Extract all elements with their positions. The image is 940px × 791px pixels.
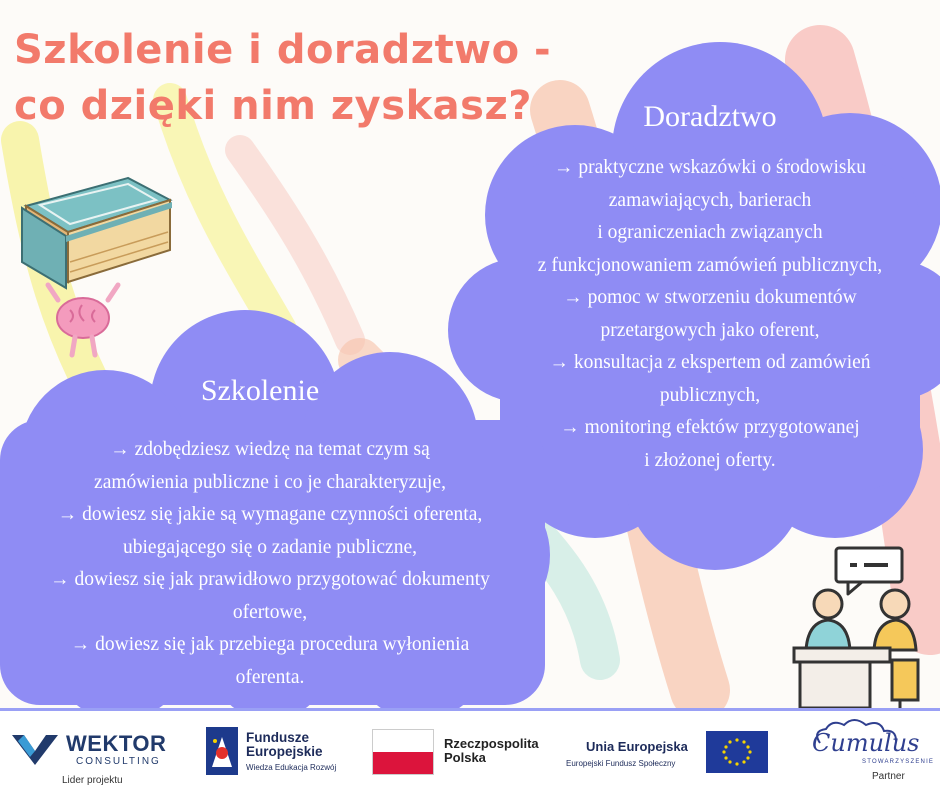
wektor-sub: CONSULTING: [76, 756, 161, 767]
doradztwo-heading: Doradztwo: [643, 100, 777, 133]
doradztwo-line: i złożonej oferty.: [644, 449, 776, 471]
doradztwo-line: → konsultacja z ekspertem od zamówień: [549, 352, 871, 373]
szkolenie-line: ofertowe,: [232, 601, 308, 623]
doradztwo-line: → monitoring efektów przygotowanej: [560, 417, 860, 438]
fe-line2: Europejskie: [246, 744, 323, 759]
footer-logos: [0, 708, 940, 791]
szkolenie-line: → dowiesz się jakie są wymagane czynności oferenta,: [57, 504, 483, 525]
doradztwo-line: → praktyczne wskazówki o środowisku: [554, 157, 866, 178]
ue-title: Unia Europejska: [586, 739, 688, 754]
cumulus-logo: [808, 717, 938, 787]
title-line-2: co dzięki nim zyskasz?: [14, 83, 532, 129]
szkolenie-line: → dowiesz się jak przebiega procedura wyłonienia: [70, 634, 470, 655]
doradztwo-list: [480, 152, 940, 477]
szkolenie-line: → dowiesz się jak prawidłowo przygotować dokumenty: [50, 569, 490, 590]
fe-sub: Wiedza Edukacja Rozwój: [246, 763, 337, 772]
doradztwo-line: zamawiających, barierach: [608, 189, 812, 211]
eu-flag-icon: [706, 731, 768, 773]
szkolenie-list: [0, 434, 540, 694]
szkolenie-line: zamówienia publiczne i co je charakteryzuje,: [94, 471, 446, 493]
fe-line1: Fundusze: [246, 730, 309, 745]
cumulus-caption: Partner: [872, 771, 905, 782]
doradztwo-section: [480, 100, 940, 477]
rp-line1: Rzeczpospolita: [444, 736, 539, 751]
szkolenie-heading-wrap: [160, 374, 360, 408]
szkolenie-line: ubiegającego się o zadanie publiczne,: [123, 536, 417, 558]
fundusze-europejskie-logo: [206, 725, 366, 781]
rzeczpospolita-logo: [372, 729, 552, 779]
doradztwo-line: i ograniczeniach związanych: [597, 222, 823, 243]
cumulus-sub: STOWARZYSZENIE: [862, 759, 935, 765]
cumulus-name: Cumulus: [812, 729, 920, 757]
consultation-illustration: [794, 548, 918, 708]
szkolenie-line: oferenta.: [235, 666, 305, 688]
wektor-logo: [10, 727, 180, 787]
rp-line2: Polska: [444, 750, 486, 765]
wektor-mark-icon: [10, 731, 60, 767]
ue-sub: Europejski Fundusz Społeczny: [566, 759, 676, 768]
doradztwo-line: z funkcjonowaniem zamówień publicznych,: [537, 254, 883, 276]
wektor-name: WEKTOR: [66, 731, 167, 756]
unia-europejska-logo: [566, 729, 776, 779]
doradztwo-line: przetargowych jako oferent,: [600, 319, 820, 341]
szkolenie-line: → zdobędziesz wiedzę na temat czym są: [110, 439, 430, 460]
title-line-1: Szkolenie i doradztwo -: [14, 27, 552, 73]
polish-flag-icon: [372, 729, 434, 775]
doradztwo-line: → pomoc w stworzeniu dokumentów: [563, 287, 857, 308]
szkolenie-heading: Szkolenie: [200, 374, 320, 407]
fe-flag-icon: [206, 727, 238, 775]
wektor-caption: Lider projektu: [62, 775, 123, 786]
doradztwo-line: publicznych,: [659, 384, 761, 406]
